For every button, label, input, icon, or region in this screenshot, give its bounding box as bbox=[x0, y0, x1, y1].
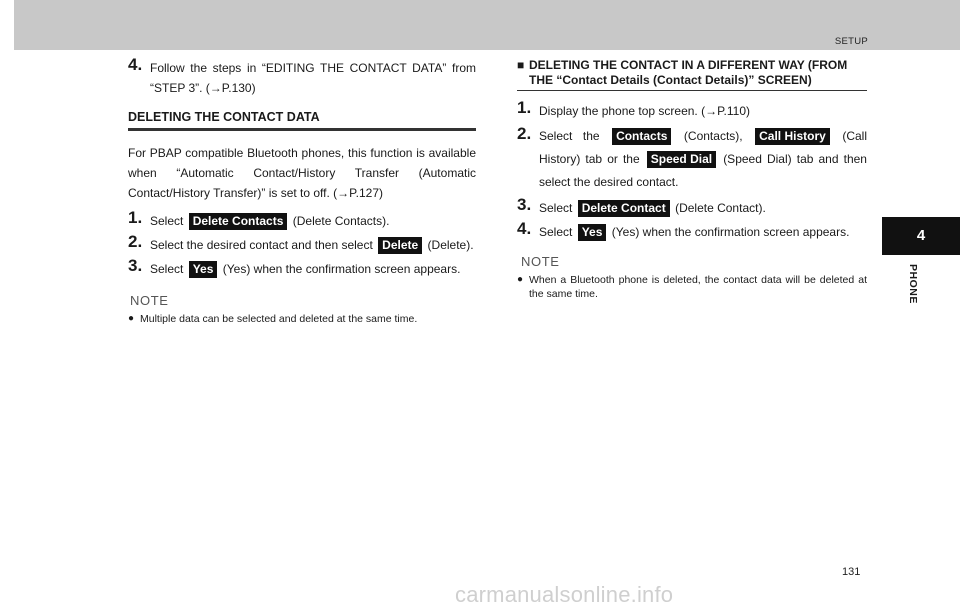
step-text: (Delete Contact). bbox=[675, 201, 766, 215]
speed-dial-button: Speed Dial bbox=[647, 151, 716, 168]
step-number: 1. bbox=[517, 98, 532, 117]
yes-button: Yes bbox=[189, 261, 218, 278]
step-1-right bbox=[517, 98, 867, 121]
step-2-left bbox=[128, 232, 476, 255]
step-text: (Yes) when the confirmation screen appears. bbox=[222, 262, 461, 276]
call-history-button: Call History bbox=[755, 128, 830, 145]
step-number: 1. bbox=[128, 208, 143, 227]
step-text: Select bbox=[150, 262, 184, 276]
left-column bbox=[128, 55, 476, 326]
step-text: Select bbox=[539, 225, 573, 239]
subsection-heading-text: DELETING THE CONTACT IN A DIFFERENT WAY (FROM THE “Contact Details (Contact Details)” SCREEN) bbox=[529, 58, 848, 87]
step-text: Select the bbox=[539, 129, 600, 143]
step-3-left bbox=[128, 256, 476, 279]
page-number: 131 bbox=[842, 566, 861, 578]
step-text: (Delete Contacts). bbox=[292, 214, 390, 228]
step-number: 3. bbox=[517, 195, 532, 214]
step-number: 3. bbox=[128, 256, 143, 275]
step-2-right bbox=[517, 125, 867, 194]
note-text: When a Bluetooth phone is deleted, the contact data will be deleted at the same time. bbox=[529, 274, 867, 300]
watermark: carmanualsonline.info bbox=[455, 582, 674, 607]
step-text: (Yes) when the confirmation screen appears. bbox=[611, 225, 850, 239]
chapter-tab: 4 bbox=[882, 217, 960, 255]
delete-contact-button: Delete Contact bbox=[578, 200, 670, 217]
square-bullet: ■ bbox=[517, 58, 525, 72]
step-3-right bbox=[517, 195, 867, 218]
step-text: Select the desired contact and then select bbox=[150, 238, 373, 252]
step-number: 4. bbox=[517, 219, 532, 238]
delete-button: Delete bbox=[378, 237, 422, 254]
note-title: NOTE bbox=[130, 293, 169, 308]
note-title: NOTE bbox=[521, 254, 560, 269]
subsection-heading bbox=[517, 58, 867, 91]
intro-paragraph: For PBAP compatible Bluetooth phones, this function is available when “Automatic Contact/History Transfer (Automatic Contact/History Transfer)” is set to off. (→P.127) bbox=[128, 146, 476, 200]
contacts-button: Contacts bbox=[612, 128, 671, 145]
step-text: (Contacts), bbox=[683, 129, 743, 143]
delete-contacts-button: Delete Contacts bbox=[189, 213, 288, 230]
yes-button: Yes bbox=[578, 224, 607, 241]
chapter-label-text: PHONE bbox=[907, 264, 919, 304]
note-text: Multiple data can be selected and deleted at the same time. bbox=[140, 313, 418, 325]
header-bar bbox=[14, 0, 960, 50]
bullet-icon: ● bbox=[517, 274, 524, 285]
step-text: (Speed Dial) tab and then select the desired contact. bbox=[539, 152, 867, 189]
step-text: Select bbox=[150, 214, 184, 228]
step-text: Select bbox=[539, 201, 573, 215]
chapter-label bbox=[882, 262, 960, 322]
section-label: SETUP bbox=[834, 36, 868, 47]
bullet-icon: ● bbox=[128, 313, 135, 324]
step-number: 2. bbox=[128, 232, 143, 251]
right-column bbox=[517, 58, 867, 301]
step-4-right bbox=[517, 219, 867, 242]
step-text: Follow the steps in “EDITING THE CONTACT DATA” from “STEP 3”. (→P.130) bbox=[150, 61, 476, 95]
note-item bbox=[128, 312, 476, 326]
note-item bbox=[517, 273, 867, 301]
step-4-left bbox=[128, 55, 476, 98]
step-number: 4. bbox=[128, 55, 143, 74]
step-number: 2. bbox=[517, 124, 532, 143]
step-text: Display the phone top screen. (→P.110) bbox=[539, 104, 751, 118]
section-heading: DELETING THE CONTACT DATA bbox=[128, 110, 476, 131]
step-text: (Call History) tab or the bbox=[539, 129, 867, 166]
step-1-left bbox=[128, 208, 476, 231]
step-text: (Delete). bbox=[427, 238, 474, 252]
